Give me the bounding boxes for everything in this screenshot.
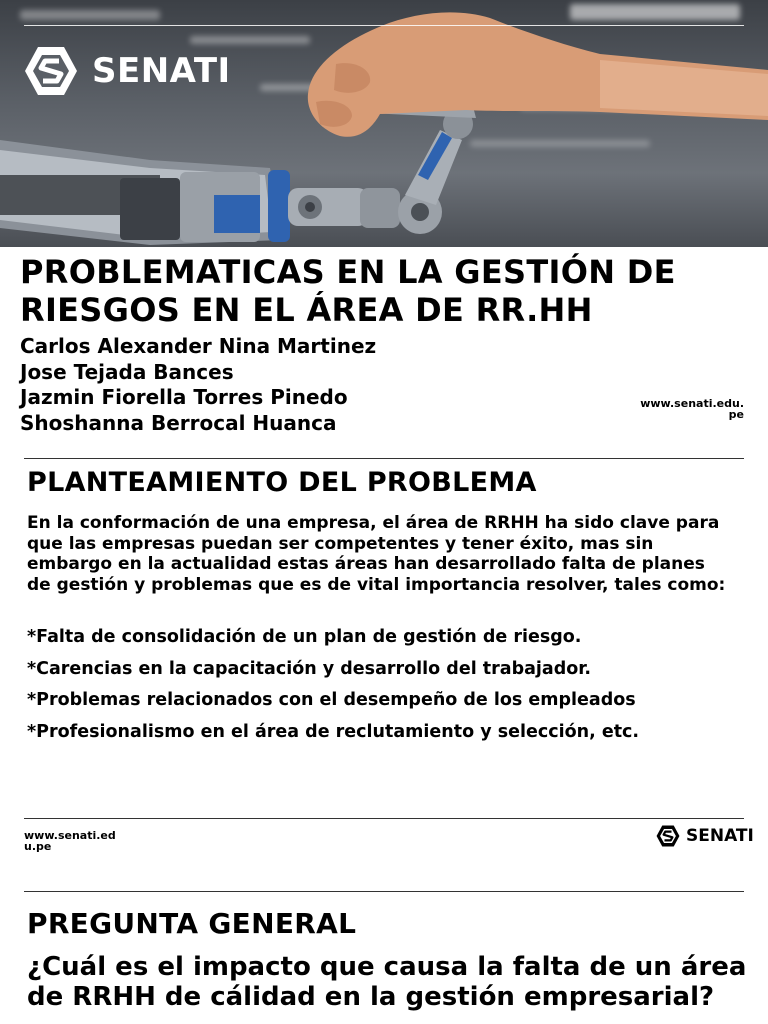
author-name: Carlos Alexander Nina Martinez — [20, 334, 377, 358]
author-name: Jazmin Fiorella Torres Pinedo — [20, 385, 348, 409]
list-item: *Problemas relacionados con el desempeño de los empleados — [27, 690, 636, 710]
list-item: *Profesionalismo en el área de reclutamiento y selección, etc. — [27, 721, 640, 742]
author-name: Jose Tejada Bances — [20, 359, 234, 384]
section-heading: PREGUNTA GENERAL — [27, 907, 357, 940]
top-divider — [24, 25, 744, 26]
author-name: Shoshanna Berrocal Huanca — [20, 410, 337, 435]
brand-name: SENATI — [686, 826, 754, 846]
problem-paragraph: En la conformación de una empresa, el área de RRHH ha sido clave para que las empresas puedan ser competentes y tener éxito, mas sin embargo en la actualidad estas áreas han desarrollado falta de planes de gestión y problemas que es de vital importancia resolver, tales como: — [27, 513, 726, 595]
slide-divider — [24, 458, 744, 459]
senati-logo — [24, 46, 231, 96]
brand-name: SENATI — [92, 51, 231, 91]
list-item: *Carencias en la capacitación y desarrollo del trabajador. — [27, 658, 592, 679]
hero-banner — [0, 0, 768, 247]
slide-divider — [24, 891, 744, 892]
title-line: PROBLEMATICAS EN LA GESTIÓN DE — [20, 253, 676, 291]
author-list — [20, 334, 376, 436]
senati-logo-small — [656, 825, 754, 847]
website-link[interactable]: www.senati.edu.pe — [24, 829, 116, 853]
list-item: *Falta de consolidación de un plan de gestión de riesgo. — [27, 627, 582, 647]
human-hand-graphic — [308, 12, 768, 136]
title-line: RIESGOS EN EL ÁREA DE RR.HH — [20, 291, 593, 329]
problem-list — [27, 624, 737, 750]
senati-logo-icon — [656, 825, 680, 847]
section-heading: PLANTEAMIENTO DEL PROBLEMA — [27, 467, 537, 498]
footer-divider — [24, 818, 744, 819]
senati-logo-icon — [24, 46, 78, 96]
robot-human-hand-image — [0, 0, 768, 247]
general-question: ¿Cuál es el impacto que causa la falta de un área de RRHH de cálidad en la gestión empresarial? — [27, 952, 747, 1012]
website-link[interactable]: www.senati.edu.pe — [640, 397, 744, 421]
slide-title — [20, 253, 750, 329]
